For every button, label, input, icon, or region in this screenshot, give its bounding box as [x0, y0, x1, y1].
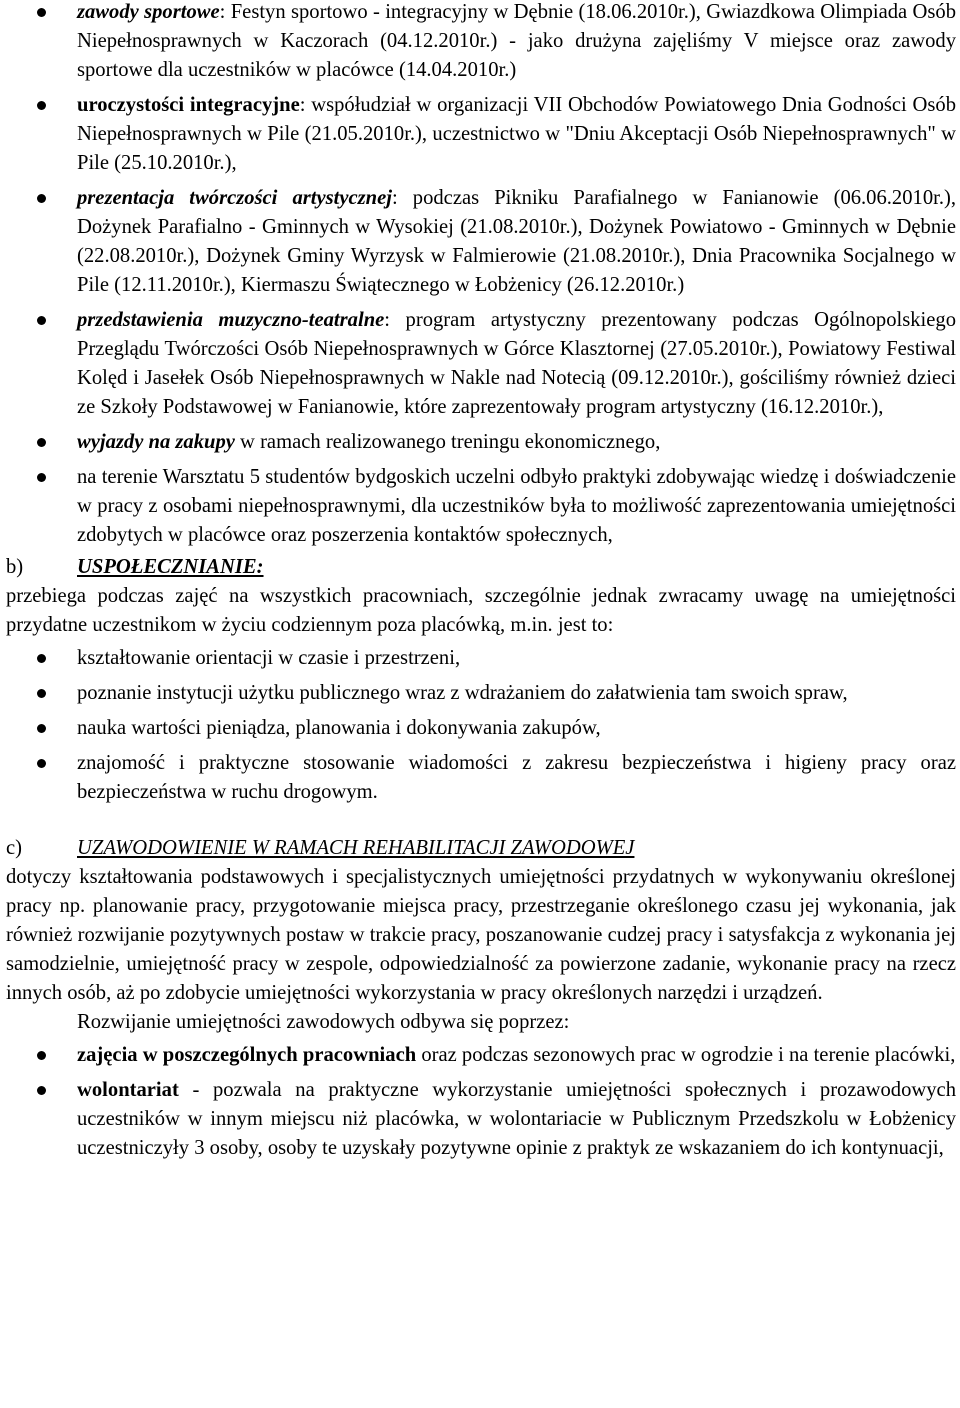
item-text: : program artystyczny prezentowany podczas Ogólnopolskiego Przeglądu Twórczości Osób Niepełnosprawnych w Górce Klasztornej (27.05.2010r.), Powiatowy Festiwal Kolęd i Jasełek Osób Niepełnosprawnych w Nakle nad Notecią (09.12.2010r.), gościliśmy również dzieci ze Szkoły Podstawowej w Fanianowie, które zaprezentowały program artystyczny (16.12.2010r.), — [77, 309, 957, 418]
item-lead: zajęcia w poszczególnych pracowniach — [77, 1044, 417, 1066]
item-lead: uroczystości integracyjne — [77, 94, 300, 116]
section-c-sub-intro: Rozwijanie umiejętności zawodowych odbywa się poprzez: — [77, 1011, 570, 1033]
item-text: - pozwala na praktyczne wykorzystanie umiejętności społecznych i prozawodowych uczestników w innym miejscu niż placówka, w wolontariacie w Publicznym Przedszkolu w Łobżenicy uczestniczyły 3 osoby, osoby te uzyskały pozytywne opinie z praktyk ze wskazaniem do ich kontynuacji, — [77, 1079, 956, 1159]
list-item: nauka wartości pieniądza, planowania i dokonywania zakupów, — [6, 714, 956, 743]
list-item — [6, 0, 956, 85]
list-item — [6, 184, 956, 300]
item-lead: przedstawienia muzyczno-teatralne — [77, 309, 385, 331]
section-title: UZAWODOWIENIE W RAMACH REHABILITACJI ZAWODOWEJ — [77, 837, 635, 859]
item-text: oraz podczas sezonowych prac w ogrodzie i na terenie placówki, — [416, 1044, 956, 1066]
section-letter: c) — [6, 837, 22, 859]
item-text: : podczas Pikniku Parafialnego w Fanianowie (06.06.2010r.), Dożynek Parafialno - Gminnych w Wysokiej (21.08.2010r.), Dożynek Powiatowo - Gminnych w Dębnie (22.08.2010r.), Dożynek Gminy Wyrzysk w Falmierowie (21.08.2010r.), Dnia Pracownika Socjalnego w Pile (12.11.2010r.), Kiermaszu Świątecznego w Łobżenicy (26.12.2010r.) — [77, 187, 956, 296]
socialization-list — [6, 644, 956, 807]
list-item — [6, 1076, 956, 1163]
item-text: na terenie Warsztatu 5 studentów bydgoskich uczelni odbyło praktyki zdobywając wiedzę i doświadczenie w pracy z osobami niepełnosprawnymi, dla uczestników była to możliwość zaprezentowania umiejętności zdobytych w placówce oraz poszerzenia kontaktów społecznych, — [77, 466, 956, 546]
section-c-intro: dotyczy kształtowania podstawowych i specjalistycznych umiejętności przydatnych w wykonywaniu określonej pracy np. planowanie pracy, przygotowanie miejsca pracy, przestrzeganie określonego czasu jej wykonania, jak również rozwijanie pozytywnych postaw w trakcie pracy, poszanowanie cudzej pracy i satysfakcja z wykonania jej samodzielnie, umiejętność pracy w zespole, odpowiedzialność za powierzone zadanie, wykonanie pracy na rzecz innych osób, aż po zdobycie umiejętności wykorzystania w pracy określonych narzędzi i urządzeń. — [6, 866, 956, 1004]
list-item: poznanie instytucji użytku publicznego wraz z wdrażaniem do załatwienia tam swoich spraw, — [6, 679, 956, 708]
list-item — [6, 463, 956, 550]
list-item — [6, 91, 956, 178]
item-text: : Festyn sportowo - integracyjny w Dębnie (18.06.2010r.), Gwiazdkowa Olimpiada Osób Niepełnosprawnych w Kaczorach (04.12.2010r.) - jako drużyna zajęliśmy V miejsce oraz zawody sportowe dla uczestników w placówce (14.04.2010r.) — [77, 1, 956, 81]
section-c-heading — [6, 834, 956, 863]
item-text: w ramach realizowanego treningu ekonomicznego, — [234, 431, 661, 453]
section-letter: b) — [6, 556, 24, 578]
list-item: znajomość i praktyczne stosowanie wiadomości z zakresu bezpieczeństwa i higieny pracy oraz bezpieczeństwa w ruchu drogowym. — [6, 749, 956, 807]
vocational-list — [6, 1041, 956, 1163]
activities-list — [6, 0, 956, 550]
section-title: USPOŁECZNIANIE: — [77, 556, 264, 578]
list-item — [6, 306, 956, 422]
section-b-intro: przebiega podczas zajęć na wszystkich pracowniach, szczególnie jednak zwracamy uwagę na umiejętności przydatne uczestnikom w życiu codziennym poza placówką, m.in. jest to: — [6, 585, 956, 636]
list-item — [6, 428, 956, 457]
section-b-heading — [6, 553, 956, 582]
list-item: kształtowanie orientacji w czasie i przestrzeni, — [6, 644, 956, 673]
item-lead: zawody sportowe — [77, 1, 220, 23]
item-lead: wyjazdy na zakupy — [77, 431, 235, 453]
item-lead: wolontariat — [77, 1079, 179, 1101]
item-lead: prezentacja twórczości artystycznej — [77, 187, 392, 209]
item-text: : współudział w organizacji VII Obchodów Powiatowego Dnia Godności Osób Niepełnosprawnych w Pile (21.05.2010r.), uczestnictwo w "Dniu Akceptacji Osób Niepełnosprawnych" w Pile (25.10.2010r.), — [77, 94, 956, 174]
list-item — [6, 1041, 956, 1070]
